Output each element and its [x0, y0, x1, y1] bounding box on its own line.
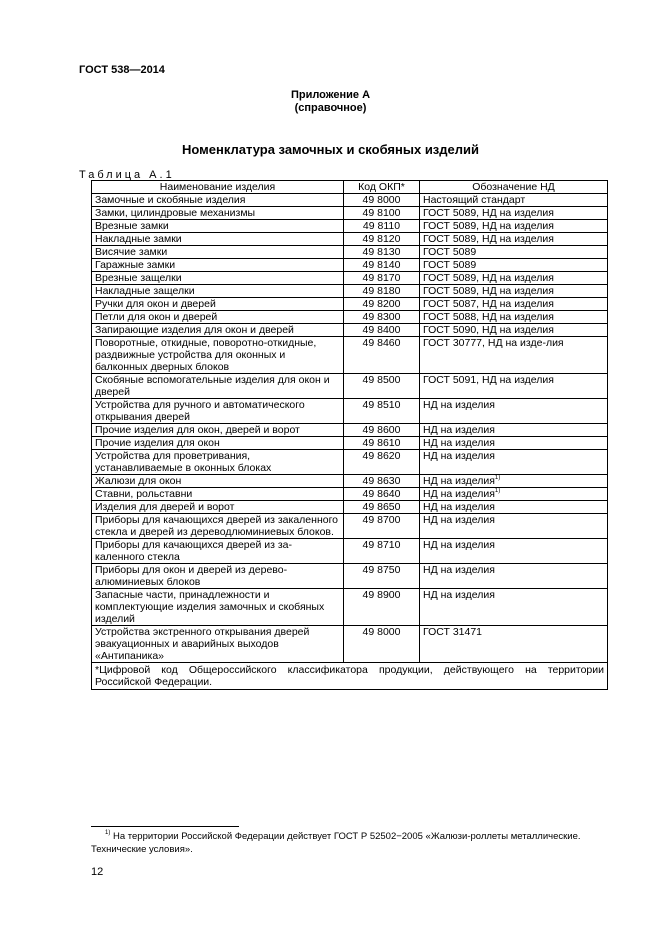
cell-okp-code: 49 8710 — [344, 539, 420, 564]
cell-okp-code: 49 8140 — [344, 259, 420, 272]
cell-product-name: Устройства для проветривания, устанавливаемые в оконных блоках — [92, 450, 344, 475]
nd-text: ГОСТ 5089, НД на изделия — [423, 220, 554, 232]
cell-product-name: Запасные части, принадлежности и комплектующие изделия замочных и скобяных изделий — [92, 589, 344, 626]
cell-nd-designation — [420, 626, 608, 663]
table-row — [92, 324, 608, 337]
appendix-subtitle: (справочное) — [294, 102, 367, 114]
table-row — [92, 514, 608, 539]
cell-nd-designation — [420, 285, 608, 298]
document-code: ГОСТ 538—2014 — [79, 64, 165, 76]
cell-okp-code: 49 8120 — [344, 233, 420, 246]
cell-product-name: Изделия для дверей и ворот — [92, 501, 344, 514]
table-row — [92, 424, 608, 437]
cell-okp-code: 49 8750 — [344, 564, 420, 589]
nd-text: ГОСТ 30777, НД на изде-лия — [423, 337, 564, 349]
cell-okp-code: 49 8400 — [344, 324, 420, 337]
cell-product-name: Приборы для качающихся дверей из за-каленного стекла — [92, 539, 344, 564]
cell-okp-code: 49 8000 — [344, 626, 420, 663]
table-row — [92, 399, 608, 424]
cell-okp-code: 49 8200 — [344, 298, 420, 311]
nd-text: ГОСТ 5088, НД на изделия — [423, 311, 554, 323]
table-footnote: *Цифровой код Общероссийского классификатора продукции, действующего на территории Российской Федерации. — [92, 663, 608, 690]
footnote-divider — [91, 826, 239, 827]
nd-text: НД на изделия — [423, 501, 495, 513]
cell-nd-designation — [420, 437, 608, 450]
cell-product-name: Замки, цилиндровые механизмы — [92, 207, 344, 220]
cell-product-name: Скобяные вспомогательные изделия для окон и дверей — [92, 374, 344, 399]
table-row — [92, 626, 608, 663]
nd-text: ГОСТ 5087, НД на изделия — [423, 298, 554, 310]
nd-text: НД на изделия — [423, 424, 495, 436]
nd-text: ГОСТ 31471 — [423, 626, 483, 638]
cell-okp-code: 49 8170 — [344, 272, 420, 285]
table-row — [92, 488, 608, 501]
cell-product-name: Ставни, рольставни — [92, 488, 344, 501]
page-number: 12 — [91, 866, 104, 878]
table-row — [92, 259, 608, 272]
nd-text: ГОСТ 5089, НД на изделия — [423, 272, 554, 284]
table-row — [92, 564, 608, 589]
table-row — [92, 450, 608, 475]
footnote-marker: 1) — [105, 830, 111, 836]
cell-okp-code: 49 8000 — [344, 194, 420, 207]
table-row — [92, 246, 608, 259]
cell-product-name: Запирающие изделия для окон и дверей — [92, 324, 344, 337]
cell-nd-designation — [420, 272, 608, 285]
cell-nd-designation — [420, 501, 608, 514]
table-row — [92, 233, 608, 246]
cell-okp-code: 49 8900 — [344, 589, 420, 626]
cell-product-name: Прочие изделия для окон, дверей и ворот — [92, 424, 344, 437]
nomenclature-table — [91, 180, 608, 690]
cell-product-name: Ручки для окон и дверей — [92, 298, 344, 311]
cell-nd-designation — [420, 233, 608, 246]
table-footnote-row — [92, 663, 608, 690]
page-footnote — [91, 830, 616, 856]
cell-nd-designation — [420, 220, 608, 233]
appendix-title: Приложение А — [290, 89, 371, 101]
cell-product-name: Поворотные, откидные, поворотно-откидные, раздвижные устройства для оконных и балконных дверных блоков — [92, 337, 344, 374]
table-label: Таблица А.1 — [79, 169, 175, 181]
table-row — [92, 194, 608, 207]
footnote-reference: 1) — [494, 475, 501, 481]
column-header-nd: Обозначение НД — [420, 181, 608, 194]
table-body — [92, 194, 608, 663]
cell-product-name: Устройства для ручного и автоматического открывания дверей — [92, 399, 344, 424]
cell-okp-code: 49 8620 — [344, 450, 420, 475]
table-row — [92, 374, 608, 399]
nd-text: ГОСТ 5089 — [423, 259, 477, 271]
cell-nd-designation — [420, 424, 608, 437]
cell-okp-code: 49 8180 — [344, 285, 420, 298]
nd-text: НД на изделия — [423, 450, 495, 462]
nd-text: ГОСТ 5089, НД на изделия — [423, 233, 554, 245]
table-row — [92, 589, 608, 626]
cell-product-name: Приборы для окон и дверей из дерево-алюминиевых блоков — [92, 564, 344, 589]
cell-okp-code: 49 8640 — [344, 488, 420, 501]
cell-okp-code: 49 8300 — [344, 311, 420, 324]
cell-okp-code: 49 8100 — [344, 207, 420, 220]
cell-nd-designation — [420, 539, 608, 564]
cell-nd-designation — [420, 194, 608, 207]
cell-product-name: Замочные и скобяные изделия — [92, 194, 344, 207]
table-row — [92, 220, 608, 233]
nd-text: НД на изделия — [423, 399, 495, 411]
cell-nd-designation — [420, 399, 608, 424]
table-row — [92, 475, 608, 488]
cell-nd-designation — [420, 488, 608, 501]
cell-product-name: Накладные замки — [92, 233, 344, 246]
cell-product-name: Устройства экстренного открывания дверей эвакуационных и аварийных выходов «Антипаника» — [92, 626, 344, 663]
cell-product-name: Гаражные замки — [92, 259, 344, 272]
nd-text: НД на изделия — [423, 539, 495, 551]
table-row — [92, 337, 608, 374]
footnote-reference: 1) — [494, 488, 501, 494]
cell-okp-code: 49 8110 — [344, 220, 420, 233]
nd-text: НД на изделия — [423, 564, 495, 576]
table-row — [92, 501, 608, 514]
nd-text: НД на изделия — [423, 488, 495, 500]
table-row — [92, 539, 608, 564]
cell-okp-code: 49 8500 — [344, 374, 420, 399]
nd-text: НД на изделия — [423, 437, 495, 449]
nd-text: ГОСТ 5089 — [423, 246, 477, 258]
cell-product-name: Врезные замки — [92, 220, 344, 233]
cell-nd-designation — [420, 475, 608, 488]
nd-text: ГОСТ 5089, НД на изделия — [423, 285, 554, 297]
section-title: Номенклатура замочных и скобяных изделий — [182, 142, 479, 157]
table-header-row — [92, 181, 608, 194]
cell-nd-designation — [420, 374, 608, 399]
nd-text: НД на изделия — [423, 589, 495, 601]
nd-text: ГОСТ 5091, НД на изделия — [423, 374, 554, 386]
cell-product-name: Накладные защелки — [92, 285, 344, 298]
footnote-text: На территории Российской Федерации действует ГОСТ Р 52502−2005 «Жалюзи-роллеты металлические. Технические условия». — [91, 831, 581, 855]
table-row — [92, 207, 608, 220]
cell-okp-code: 49 8630 — [344, 475, 420, 488]
cell-okp-code: 49 8610 — [344, 437, 420, 450]
cell-nd-designation — [420, 324, 608, 337]
nd-text: НД на изделия — [423, 475, 495, 487]
nd-text: Настоящий стандарт — [423, 194, 526, 206]
cell-nd-designation — [420, 246, 608, 259]
cell-nd-designation — [420, 311, 608, 324]
cell-nd-designation — [420, 259, 608, 272]
cell-okp-code: 49 8510 — [344, 399, 420, 424]
cell-okp-code: 49 8600 — [344, 424, 420, 437]
cell-product-name: Врезные защелки — [92, 272, 344, 285]
cell-nd-designation — [420, 514, 608, 539]
cell-product-name: Приборы для качающихся дверей из закаленного стекла и дверей из дереводлюминиевых блоков. — [92, 514, 344, 539]
cell-product-name: Висячие замки — [92, 246, 344, 259]
table-row — [92, 437, 608, 450]
cell-nd-designation — [420, 450, 608, 475]
cell-product-name: Жалюзи для окон — [92, 475, 344, 488]
cell-nd-designation — [420, 298, 608, 311]
cell-okp-code: 49 8130 — [344, 246, 420, 259]
column-header-code: Код ОКП* — [344, 181, 420, 194]
cell-product-name: Петли для окон и дверей — [92, 311, 344, 324]
nd-text: ГОСТ 5089, НД на изделия — [423, 207, 554, 219]
table-row — [92, 311, 608, 324]
nd-text: ГОСТ 5090, НД на изделия — [423, 324, 554, 336]
cell-okp-code: 49 8700 — [344, 514, 420, 539]
cell-nd-designation — [420, 564, 608, 589]
table-row — [92, 272, 608, 285]
cell-nd-designation — [420, 337, 608, 374]
cell-okp-code: 49 8460 — [344, 337, 420, 374]
table-row — [92, 285, 608, 298]
cell-product-name: Прочие изделия для окон — [92, 437, 344, 450]
cell-okp-code: 49 8650 — [344, 501, 420, 514]
table-row — [92, 298, 608, 311]
cell-nd-designation — [420, 207, 608, 220]
cell-nd-designation — [420, 589, 608, 626]
column-header-name: Наименование изделия — [92, 181, 344, 194]
nd-text: НД на изделия — [423, 514, 495, 526]
